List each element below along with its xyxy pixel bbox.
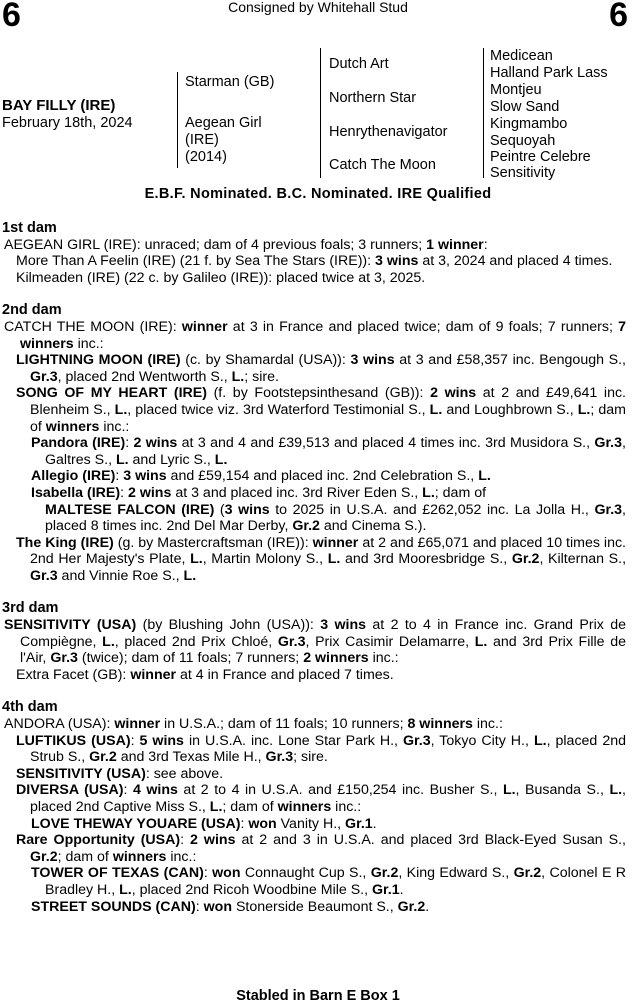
produce-entry: MALTESE FALCON (IRE) (3 wins to 2025 in U.S.A. and £262,052 inc. La Jolla H., Gr.3, placed 8 times inc. 2nd Del Mar Derby, Gr.2 and Cinema S.).: [45, 501, 626, 535]
produce-entry: Allegio (IRE): 3 wins and £59,154 and placed inc. 2nd Celebration S., L.: [31, 468, 491, 485]
stabling-info: Stabled in Barn E Box 1: [236, 988, 400, 1004]
dam1-title: 1st dam: [2, 220, 57, 236]
nominations: E.B.F. Nominated. B.C. Nominated. IRE Qualified: [144, 186, 492, 202]
gen3-6: Sequoyah: [490, 133, 556, 149]
produce-entry: Rare Opportunity (USA): 2 wins at 2 and 3 in U.S.A. and placed 3rd Black-Eyed Susan S., Gr.2; dam of winners inc.:: [16, 832, 626, 865]
produce-entry: LOVE THEWAY YOUARE (USA): won Vanity H., Gr.1.: [31, 815, 377, 832]
pedigree-divider-1: [177, 72, 178, 168]
gen3-3: Montjeu: [490, 82, 542, 98]
catalogue-body: [2, 220, 626, 915]
sire: Starman (GB): [185, 74, 275, 90]
dam4-title: 4th dam: [2, 699, 58, 716]
produce-entry: More Than A Feelin (IRE) (21 f. by Sea The Stars (IRE)): 3 wins at 3, 2024 and placed 4 times.: [16, 253, 613, 270]
horse-name: BAY FILLY (IRE): [2, 97, 116, 114]
produce-entry: Pandora (IRE): 2 wins at 3 and 4 and £39,513 and placed 4 times inc. 3rd Musidora S., Gr.3, Galtres S., L. and Lyric S., L.: [31, 435, 626, 468]
gen3-5: Kingmambo: [490, 116, 568, 132]
granddam-sire: Henrythenavigator: [329, 124, 448, 140]
grandsire-sire: Dutch Art: [329, 56, 389, 72]
granddam-dam: Catch The Moon: [329, 157, 436, 173]
dam-line-1: Aegean Girl: [185, 115, 262, 131]
foaling-date: February 18th, 2024: [2, 115, 133, 131]
produce-entry: Isabella (IRE): 2 wins at 3 and placed inc. 3rd River Eden S., L.; dam of: [31, 484, 487, 501]
produce-entry: LUFTIKUS (USA): 5 wins in U.S.A. inc. Lone Star Park H., Gr.3, Tokyo City H., L., placed 2nd Strub S., Gr.2 and 3rd Texas Mile H., Gr.3; sire.: [16, 732, 626, 766]
produce-entry: DIVERSA (USA): 4 wins at 2 to 4 in U.S.A. and £150,254 inc. Busher S., L., Busanda S., L., placed 2nd Captive Miss S., L.; dam of winners inc.:: [16, 782, 626, 815]
pedigree-divider-2: [320, 48, 321, 178]
dam4-entry: ANDORA (USA): winner in U.S.A.; dam of 11 foals; 10 runners; 8 winners inc.:: [4, 716, 503, 733]
gen3-8: Sensitivity: [490, 165, 556, 181]
gen3-4: Slow Sand: [490, 99, 560, 115]
gen3-1: Medicean: [490, 48, 553, 64]
produce-entry: SENSITIVITY (USA): see above.: [16, 765, 224, 782]
gen3-7: Peintre Celebre: [490, 149, 591, 165]
dam-line-3: (2014): [185, 149, 227, 165]
produce-entry: LIGHTNING MOON (IRE) (c. by Shamardal (USA)): 3 wins at 3 and £58,357 inc. Bengough S., Gr.3, placed 2nd Wentworth S., L.; sire.: [16, 352, 627, 385]
dam2-entry: CATCH THE MOON (IRE): winner at 3 in France and placed twice; dam of 9 foals; 7 runners; 7 winners inc.:: [4, 318, 626, 352]
produce-entry: STREET SOUNDS (CAN): won Stonerside Beaumont S., Gr.2.: [31, 898, 430, 915]
dam3-title: 3rd dam: [2, 600, 59, 617]
dam2-title: 2nd dam: [2, 302, 62, 319]
grandsire-dam: Northern Star: [329, 90, 417, 106]
produce-entry: TOWER OF TEXAS (CAN): won Connaught Cup S., Gr.2, King Edward S., Gr.2, Colonel E R Bradley H., L., placed 2nd Ricoh Woodbine Mile S., Gr.1.: [31, 865, 627, 898]
produce-entry: Extra Facet (GB): winner at 4 in France and placed 7 times.: [16, 666, 394, 683]
pedigree-divider-3: [483, 48, 484, 178]
dam3-entry: SENSITIVITY (USA) (by Blushing John (USA)): 3 wins at 2 to 4 in France inc. Grand Prix de Compiègne, L., placed 2nd Prix Chloé, Gr.3, Prix Casimir Delamarre, L. and 3rd Prix Fille de l'Air, Gr.3 (twice); dam of 11 foals; 7 runners; 2 winners inc.:: [4, 617, 626, 667]
lot-number-left: 6: [2, 0, 21, 34]
gen3-2: Halland Park Lass: [490, 65, 608, 81]
lot-number-right: 6: [609, 0, 628, 34]
dam1-entry: AEGEAN GIRL (IRE): unraced; dam of 4 previous foals; 3 runners; 1 winner:: [4, 236, 488, 253]
consignor: Consigned by Whitehall Stud: [228, 0, 408, 15]
produce-entry: SONG OF MY HEART (IRE) (f. by Footstepsinthesand (GB)): 2 wins at 2 and £49,641 inc. Blenheim S., L., placed twice viz. 3rd Waterford Testimonial S., L. and Loughbrown S., L.; dam of winners inc.:: [16, 385, 626, 435]
dam-line-2: (IRE): [185, 132, 219, 148]
produce-entry: Kilmeaden (IRE) (22 c. by Galileo (IRE)): placed twice at 3, 2025.: [16, 269, 426, 286]
produce-entry: The King (IRE) (g. by Mastercraftsman (IRE)): winner at 2 and £65,071 and placed 10 times inc. 2nd Her Majesty's Plate, L., Martin Molony S., L. and 3rd Mooresbridge S., Gr.2, Kilternan S., Gr.3 and Vinnie Roe S., L.: [16, 534, 627, 584]
